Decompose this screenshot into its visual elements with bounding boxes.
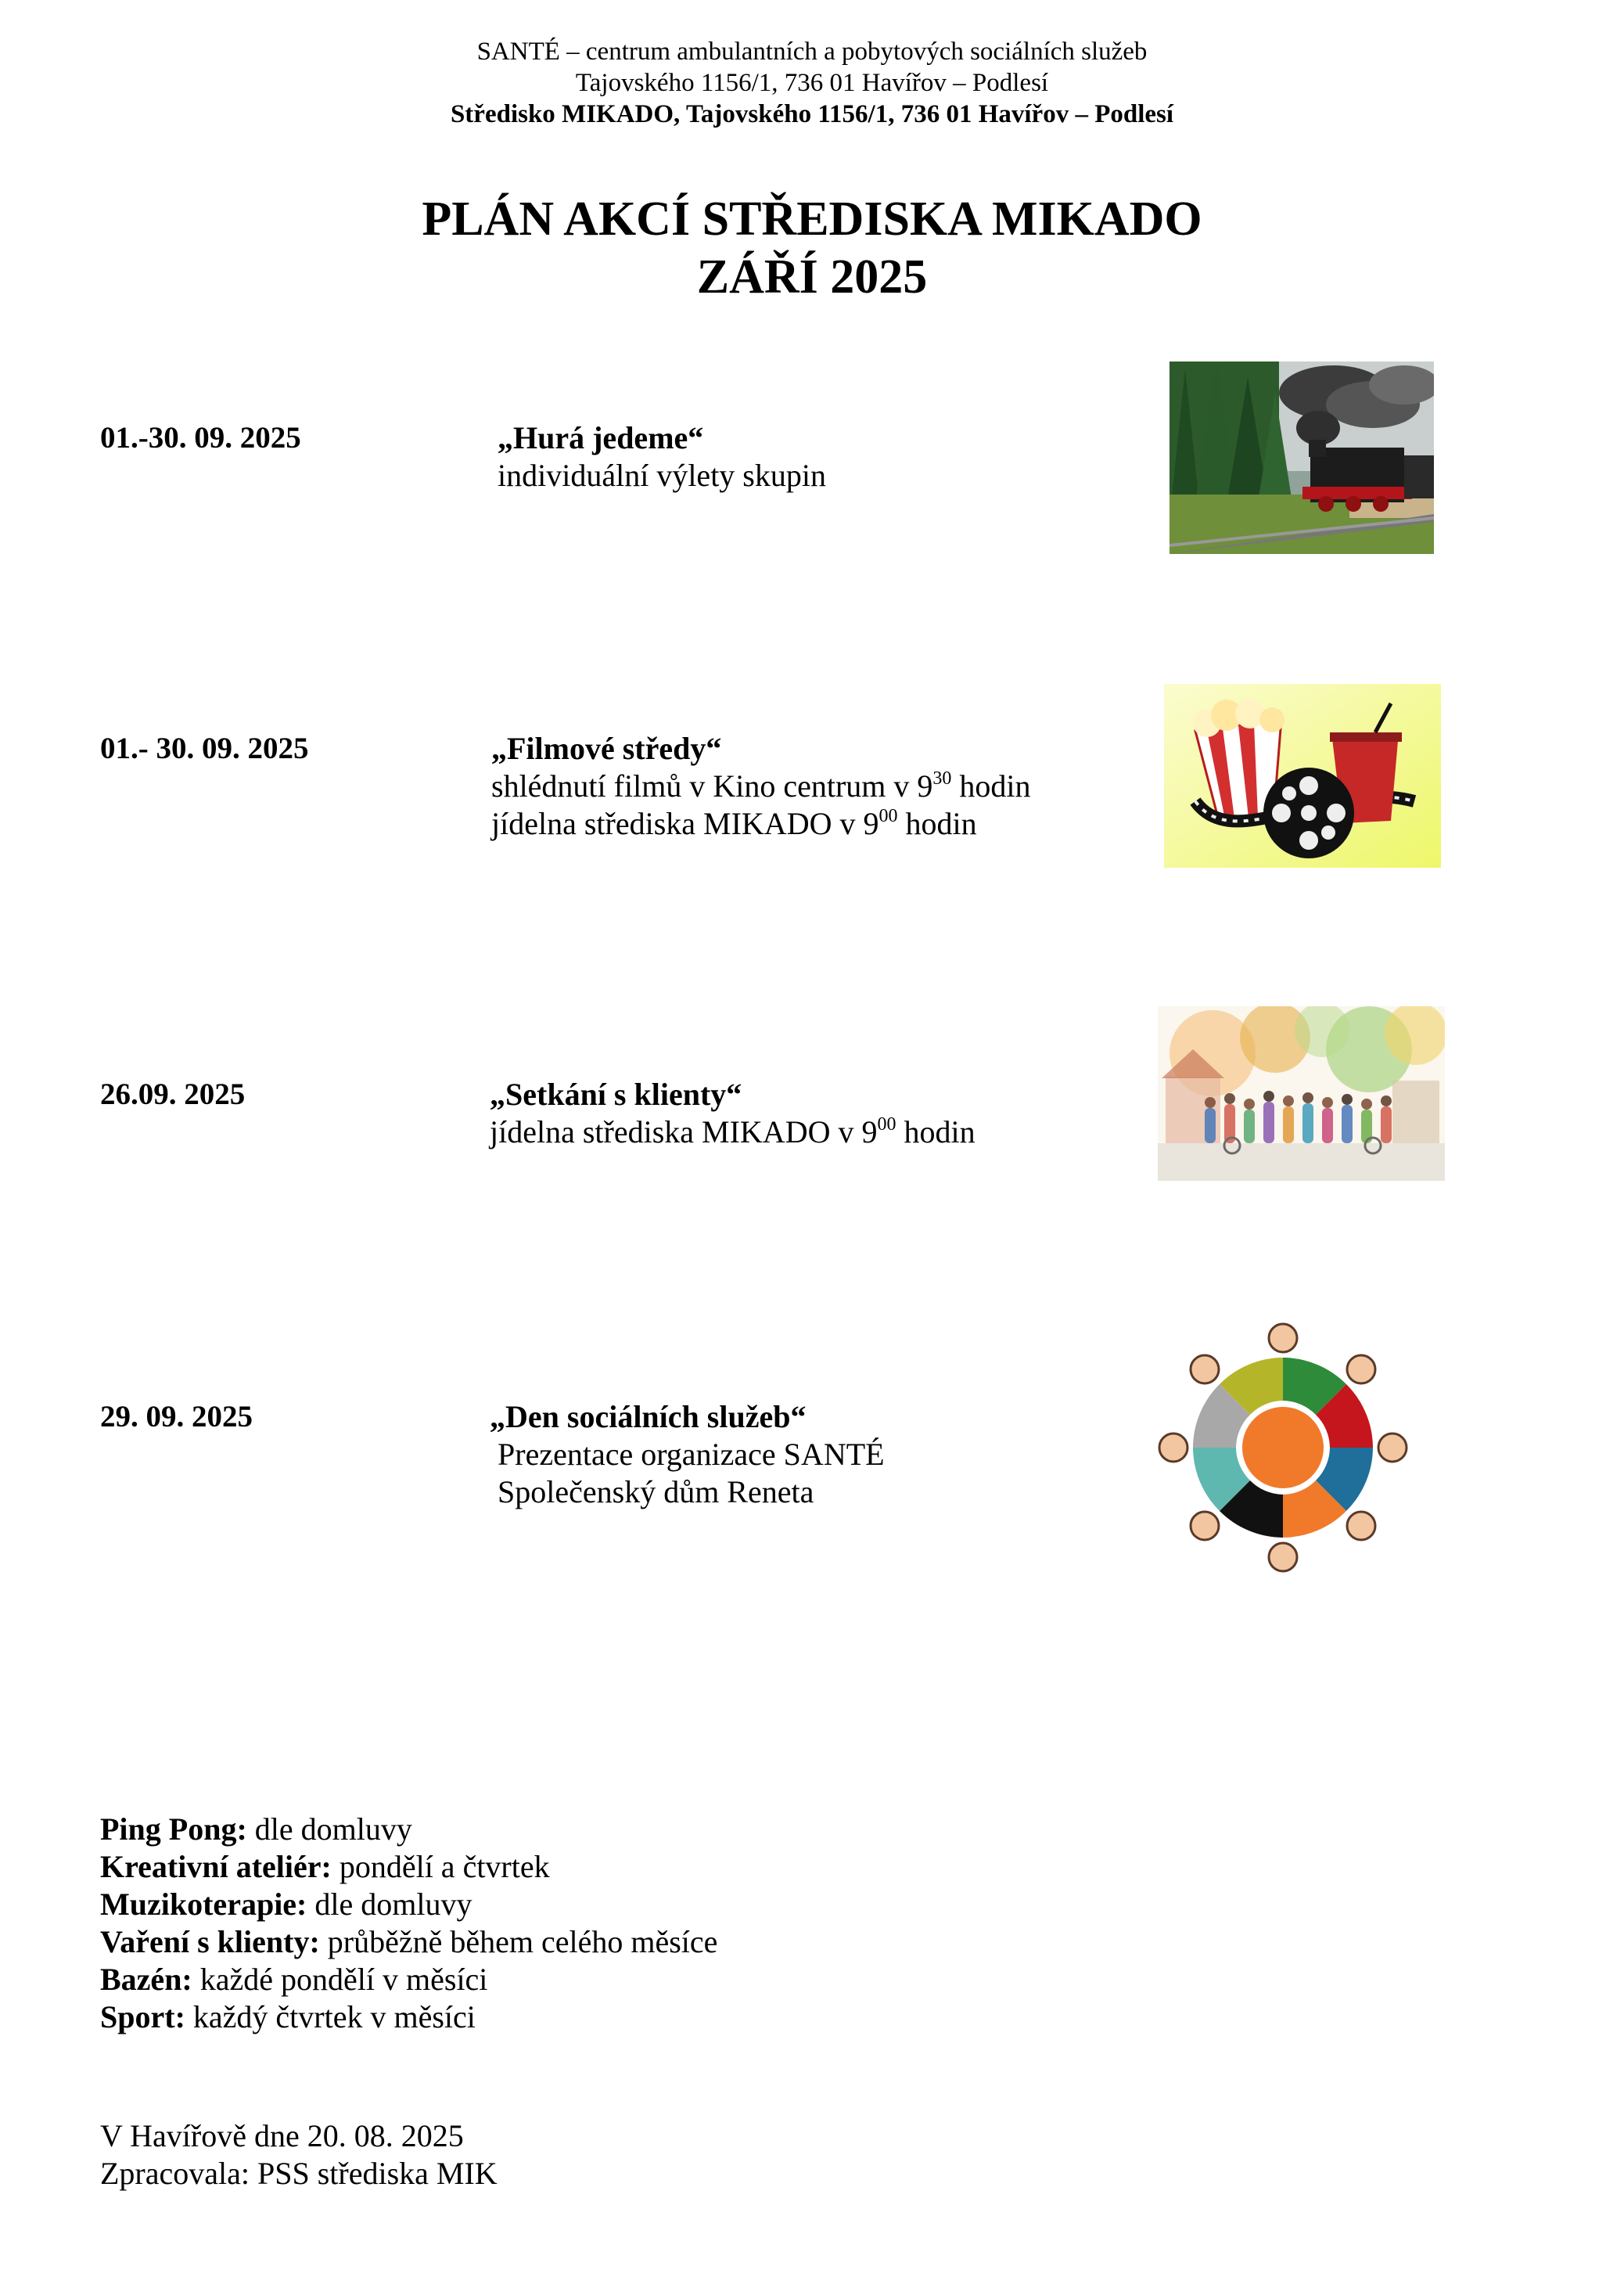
signature-block — [100, 2117, 498, 2192]
event-name: „Hurá jedeme“ — [498, 420, 704, 455]
org-address: Tajovského 1156/1, 736 01 Havířov – Podlesí — [575, 69, 1049, 97]
event-item — [490, 1076, 975, 1151]
event-name: „Den sociálních služeb“ — [490, 1399, 807, 1434]
steam-train-photo — [1169, 362, 1434, 554]
center-address: Středisko MIKADO, Tajovského 1156/1, 736 01 Havířov – Podlesí — [450, 100, 1174, 128]
list-item: Kreativní ateliér: pondělí a čtvrtek — [100, 1849, 550, 1884]
event-detail: individuální výlety skupin — [498, 458, 826, 493]
event-detail: Společenský dům Reneta — [498, 1474, 814, 1509]
event-item — [491, 730, 1031, 843]
event-detail: jídelna střediska MIKADO v $9^{00}$ hodin — [491, 806, 977, 841]
people-circle-logo — [1150, 1315, 1416, 1577]
page-title: PLÁN AKCÍ STŘEDISKA MIKADO — [422, 192, 1202, 246]
watercolor-crowd-illustration — [1158, 1006, 1445, 1181]
event-date: 26.09. 2025 — [100, 1077, 246, 1111]
prepared-by: Zpracovala: PSS střediska MIK — [100, 2156, 498, 2191]
activities-list — [100, 1811, 717, 2036]
event-date: 01.-30. 09. 2025 — [100, 421, 301, 455]
event-date: 29. 09. 2025 — [100, 1400, 253, 1433]
event-name: „Setkání s klienty“ — [490, 1077, 742, 1112]
event-detail: jídelna střediska MIKADO v $9^{00}$ hodin — [490, 1114, 975, 1149]
org-name: SANTÉ – centrum ambulantních a pobytových sociálních služeb — [476, 38, 1148, 66]
event-item — [498, 419, 826, 495]
list-item: Vaření s klienty: průběžně během celého měsíce — [100, 1924, 718, 1959]
list-item: Muzikoterapie: dle domluvy — [100, 1887, 472, 1922]
list-item: Ping Pong: dle domluvy — [100, 1811, 412, 1847]
popcorn-film-reel-icon — [1164, 684, 1441, 868]
event-item — [490, 1398, 885, 1511]
event-date: 01.- 30. 09. 2025 — [100, 732, 309, 765]
page-subtitle: ZÁŘÍ 2025 — [696, 250, 928, 304]
event-detail: shlédnutí filmů v Kino centrum v $9^{30}$ hodin — [491, 768, 1031, 804]
event-name: „Filmové středy“ — [491, 731, 722, 766]
event-detail: Prezentace organizace SANTÉ — [498, 1437, 885, 1472]
list-item: Sport: každý čtvrtek v měsíci — [100, 1999, 476, 2034]
place-date: V Havířově dne 20. 08. 2025 — [100, 2118, 464, 2153]
list-item: Bazén: každé pondělí v měsíci — [100, 1962, 488, 1997]
